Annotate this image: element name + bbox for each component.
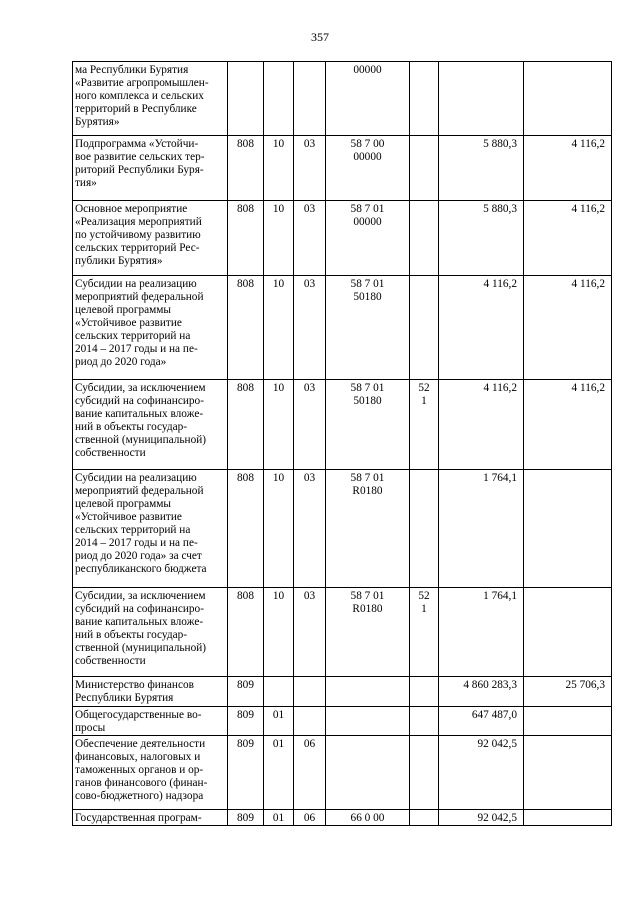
subsection-code: 03 — [294, 276, 326, 380]
table-row — [73, 380, 612, 470]
amount-federal — [524, 470, 612, 588]
table-row — [73, 201, 612, 276]
expense-type-code — [410, 677, 439, 707]
amount-total: 1 764,1 — [439, 470, 524, 588]
budget-table — [72, 61, 612, 826]
subsection-code: 06 — [294, 810, 326, 826]
row-name: Подпрограмма «Устойчи- вое развитие сельских тер- риторий Республики Буря- тия» — [73, 136, 228, 201]
section-code: 10 — [264, 588, 294, 677]
table-row — [73, 588, 612, 677]
amount-federal — [524, 707, 612, 736]
amount-federal: 4 116,2 — [524, 136, 612, 201]
section-code: 01 — [264, 810, 294, 826]
row-name: Субсидии на реализацию мероприятий федеральной целевой программы «Устойчивое развитие сельских территорий на 2014 – 2017 годы и на пе- риод до 2020 года» за счет республиканского бюджета — [73, 470, 228, 588]
page-number: 357 — [311, 30, 329, 44]
subsection-code: 03 — [294, 136, 326, 201]
expense-type-code — [410, 201, 439, 276]
target-article-code: 58 7 01 50180 — [326, 276, 410, 380]
row-name: Основное мероприятие «Реализация мероприятий по устойчивому развитию сельских территорий Рес- публики Бурятия» — [73, 201, 228, 276]
expense-type-code — [410, 62, 439, 136]
section-code: 01 — [264, 736, 294, 810]
amount-federal — [524, 62, 612, 136]
target-article-code — [326, 677, 410, 707]
amount-total — [439, 62, 524, 136]
grbs-code: 809 — [228, 736, 264, 810]
expense-type-code — [410, 276, 439, 380]
target-article-code: 58 7 01 00000 — [326, 201, 410, 276]
expense-type-code: 52 1 — [410, 588, 439, 677]
amount-federal — [524, 810, 612, 826]
target-article-code — [326, 707, 410, 736]
section-code: 01 — [264, 707, 294, 736]
grbs-code: 809 — [228, 677, 264, 707]
grbs-code: 809 — [228, 810, 264, 826]
table-row — [73, 677, 612, 707]
section-code — [264, 62, 294, 136]
target-article-code — [326, 736, 410, 810]
section-code: 10 — [264, 380, 294, 470]
subsection-code: 03 — [294, 380, 326, 470]
amount-total: 1 764,1 — [439, 588, 524, 677]
target-article-code: 58 7 01 R0180 — [326, 470, 410, 588]
target-article-code: 66 0 00 — [326, 810, 410, 826]
section-code: 10 — [264, 201, 294, 276]
target-article-code: 00000 — [326, 62, 410, 136]
table-row — [73, 736, 612, 810]
grbs-code: 808 — [228, 136, 264, 201]
row-name: Субсидии на реализацию мероприятий федеральной целевой программы «Устойчивое развитие сельских территорий на 2014 – 2017 годы и на пе- риод до 2020 года» — [73, 276, 228, 380]
row-name: Государственная програм- — [73, 810, 228, 826]
amount-federal: 4 116,2 — [524, 201, 612, 276]
amount-total: 5 880,3 — [439, 201, 524, 276]
grbs-code — [228, 62, 264, 136]
expense-type-code — [410, 810, 439, 826]
amount-total: 92 042,5 — [439, 736, 524, 810]
table-row — [73, 810, 612, 826]
subsection-code — [294, 62, 326, 136]
amount-total: 4 116,2 — [439, 276, 524, 380]
amount-federal: 25 706,3 — [524, 677, 612, 707]
row-name: Обеспечение деятельности финансовых, налоговых и таможенных органов и ор- ганов финансового (финан- сово-бюджетного) надзора — [73, 736, 228, 810]
grbs-code: 809 — [228, 707, 264, 736]
amount-total: 647 487,0 — [439, 707, 524, 736]
row-name: ма Республики Бурятия «Развитие агропромышлен- ного комплекса и сельских территорий в Республике Бурятия» — [73, 62, 228, 136]
table-row — [73, 62, 612, 136]
subsection-code: 03 — [294, 588, 326, 677]
target-article-code: 58 7 01 50180 — [326, 380, 410, 470]
grbs-code: 808 — [228, 380, 264, 470]
amount-total: 5 880,3 — [439, 136, 524, 201]
section-code: 10 — [264, 276, 294, 380]
subsection-code: 06 — [294, 736, 326, 810]
subsection-code — [294, 707, 326, 736]
expense-type-code — [410, 470, 439, 588]
subsection-code: 03 — [294, 470, 326, 588]
target-article-code: 58 7 00 00000 — [326, 136, 410, 201]
row-name: Министерство финансов Республики Бурятия — [73, 677, 228, 707]
row-name: Субсидии, за исключением субсидий на софинансиро- вание капитальных вложе- ний в объекты государ- ственной (муниципальной) собственности — [73, 588, 228, 677]
amount-federal: 4 116,2 — [524, 276, 612, 380]
section-code: 10 — [264, 136, 294, 201]
amount-federal: 4 116,2 — [524, 380, 612, 470]
grbs-code: 808 — [228, 588, 264, 677]
grbs-code: 808 — [228, 276, 264, 380]
amount-total: 92 042,5 — [439, 810, 524, 826]
expense-type-code — [410, 707, 439, 736]
grbs-code: 808 — [228, 470, 264, 588]
expense-type-code — [410, 136, 439, 201]
subsection-code — [294, 677, 326, 707]
section-code: 10 — [264, 470, 294, 588]
amount-total: 4 116,2 — [439, 380, 524, 470]
target-article-code: 58 7 01 R0180 — [326, 588, 410, 677]
row-name: Субсидии, за исключением субсидий на софинансиро- вание капитальных вложе- ний в объекты государ- ственной (муниципальной) собственности — [73, 380, 228, 470]
table-row — [73, 136, 612, 201]
amount-federal — [524, 736, 612, 810]
table-row — [73, 276, 612, 380]
grbs-code: 808 — [228, 201, 264, 276]
table-row — [73, 707, 612, 736]
table-row — [73, 470, 612, 588]
section-code — [264, 677, 294, 707]
expense-type-code: 52 1 — [410, 380, 439, 470]
expense-type-code — [410, 736, 439, 810]
row-name: Общегосударственные во- просы — [73, 707, 228, 736]
amount-total: 4 860 283,3 — [439, 677, 524, 707]
amount-federal — [524, 588, 612, 677]
subsection-code: 03 — [294, 201, 326, 276]
